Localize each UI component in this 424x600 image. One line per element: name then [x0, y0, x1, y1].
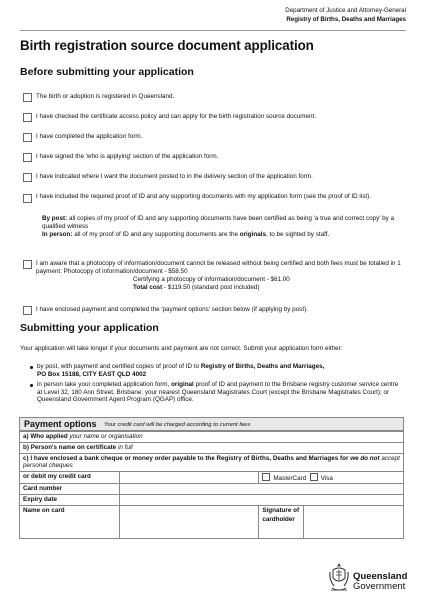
- logo-line2: Government: [353, 581, 406, 592]
- crest-icon: [328, 562, 350, 594]
- checkbox-signed[interactable]: [23, 153, 32, 162]
- checkbox-proof-id[interactable]: [23, 194, 32, 203]
- who-applied-label: a) Who applied: [23, 433, 68, 440]
- payment-heading: Payment options: [24, 419, 97, 429]
- debit-card-blank: [119, 471, 259, 483]
- card-type-options: [259, 471, 404, 483]
- name-on-certificate-field[interactable]: [20, 443, 404, 454]
- checkbox-payment[interactable]: [23, 306, 32, 315]
- cheque-label: c) I have enclosed a bank cheque or money order payable to the Registry of Births, Deaths and Marriages for: [23, 455, 349, 462]
- fee-total-label: Total cost: [133, 284, 163, 291]
- signature-label: Signature of cardholder: [259, 506, 304, 539]
- mastercard-label: MasterCard: [273, 474, 307, 482]
- cheque-hint-b: accept personal cheques: [23, 455, 400, 470]
- item-signed: I have signed the 'who is applying' section of the application form.: [36, 153, 219, 160]
- card-number-input[interactable]: [119, 484, 403, 495]
- item-photocopy: I am aware that a photocopy of information/document cannot be released without being certified and both fees must be totalled in 1 payment: Photocopy of information/document - $58.50: [36, 260, 401, 275]
- checkbox-form[interactable]: [23, 133, 32, 142]
- cheque-hint: we do not: [350, 455, 380, 462]
- by-post-note: [42, 215, 402, 230]
- post-registry: Registry of Births, Deaths and Marriages,: [200, 363, 325, 370]
- post-text: by post, with payment and certified copies of proof of ID to: [37, 363, 200, 370]
- item-delivery: I have indicated where I want the document posted to in the delivery section of the application form.: [36, 173, 313, 180]
- submitting-heading: Submitting your application: [20, 322, 159, 334]
- person-text-a: in person take your completed application form,: [37, 381, 170, 388]
- before-heading: Before submitting your application: [20, 66, 194, 78]
- visa-label: Visa: [320, 474, 333, 482]
- checkbox-policy[interactable]: [23, 113, 32, 122]
- cheque-field[interactable]: [20, 454, 404, 472]
- header-divider: [20, 30, 406, 31]
- item-form: I have completed the application form.: [36, 133, 143, 140]
- submit-by-post: [37, 363, 400, 378]
- payment-options-header: [19, 417, 404, 431]
- payment-note: Your credit card will be charged according to current fees: [104, 421, 251, 428]
- debit-card-label: or debit my credit card: [20, 471, 120, 483]
- queensland-government-logo: [328, 562, 408, 596]
- logo-line1: Queensland: [353, 571, 408, 582]
- item-proof-id: I have included the required proof of ID and any supporting documents with my application form (see the proof of ID list).: [36, 193, 371, 200]
- department-header: [285, 6, 406, 24]
- item-policy: I have checked the certificate access policy and can apply for the birth registration source document.: [36, 113, 317, 120]
- by-post-text: all copies of my proof of ID and any supporting documents have been certified as being 'a true and correct copy' by a qualified witness: [42, 215, 395, 230]
- payment-table: [19, 431, 404, 539]
- item-registered: The birth or adoption is registered in Queensland.: [36, 93, 175, 100]
- expiry-input[interactable]: [119, 495, 403, 506]
- department-name: Department of Justice and Attorney-General: [285, 7, 406, 14]
- bullet-post: [30, 366, 33, 369]
- who-applied-hint: your name or organisation: [69, 433, 143, 440]
- in-person-text-b: , to be sighted by staff.: [266, 231, 330, 238]
- name-on-certificate-label: b) Person's name on certificate: [23, 444, 117, 451]
- signature-input[interactable]: [304, 506, 404, 539]
- fee-total: [133, 284, 259, 292]
- bullet-person: [30, 384, 33, 387]
- registry-name: Registry of Births, Deaths and Marriages: [286, 16, 406, 23]
- in-person-label: In person:: [42, 231, 73, 238]
- person-original: original: [171, 381, 194, 388]
- fee-certify: Certifying a photocopy of information/document - $61.00: [133, 276, 290, 283]
- submitting-intro: Your application will take longer if your documents and payment are not correct. Submit your application form either:: [20, 345, 343, 352]
- checkbox-delivery[interactable]: [23, 173, 32, 182]
- fee-total-value: - $119.50 (standard post included): [164, 284, 260, 291]
- checkbox-registered[interactable]: [23, 93, 32, 102]
- person-text-b: proof of ID and payment to the Brisbane registry customer service centre at Level 32, 180 Ann Street, Brisbane; your nearest Queensland Magistrates Court (except the Brisbane Magistrates Court); or Queensland Government Agent Program (QGAP) office.: [37, 381, 399, 404]
- visa-checkbox[interactable]: [310, 473, 318, 481]
- name-on-card-label: Name on card: [20, 506, 120, 539]
- submit-in-person: [37, 381, 400, 404]
- expiry-label: Expiry date: [20, 495, 120, 506]
- in-person-text-a: all of my proof of ID and any supporting documents are the: [74, 231, 238, 238]
- in-person-originals: originals: [239, 231, 266, 238]
- page-title: Birth registration source document application: [20, 38, 314, 53]
- card-number-label: Card number: [20, 484, 120, 495]
- checkbox-photocopy[interactable]: [23, 260, 32, 269]
- by-post-label: By post:: [42, 215, 68, 222]
- in-person-note: [42, 231, 402, 239]
- mastercard-checkbox[interactable]: [262, 473, 270, 481]
- who-applied-field[interactable]: [20, 432, 404, 443]
- post-address: PO Box 15188, CITY EAST QLD 4002: [37, 370, 147, 378]
- item-payment: I have enclosed payment and completed the 'payment options' section below (if applying by post).: [36, 306, 308, 313]
- name-on-certificate-hint: in full: [117, 444, 133, 451]
- name-on-card-input[interactable]: [119, 506, 259, 539]
